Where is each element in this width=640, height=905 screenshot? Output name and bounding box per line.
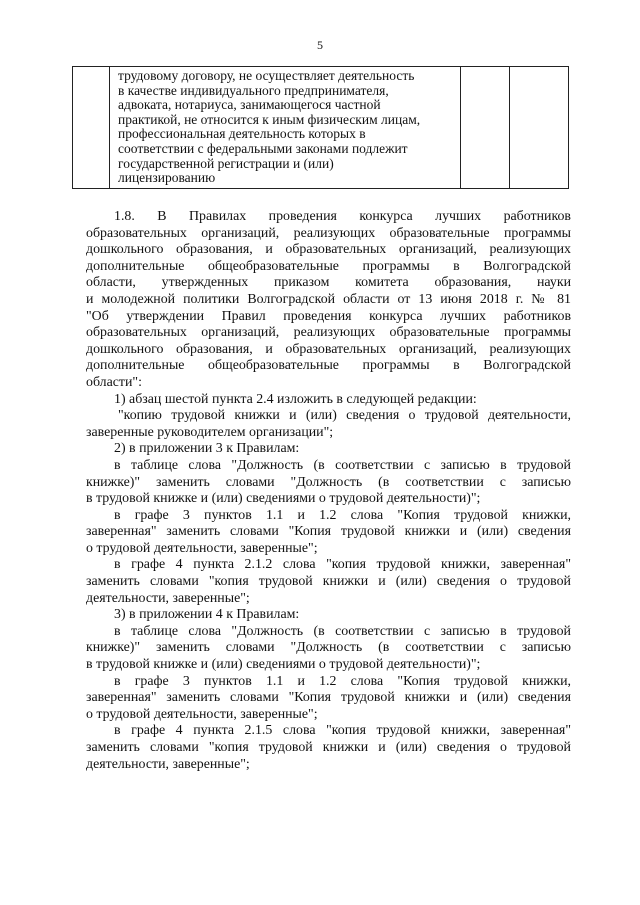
paragraph-line: в графе 3 пунктов 1.1 и 1.2 слова "Копия трудовой книжки, — [114, 507, 571, 523]
paragraph-line: области, утвержденных приказом комитета образования, науки — [86, 275, 571, 291]
paragraph-line: 1.8. В Правилах проведения конкурса лучших работников — [114, 209, 571, 224]
table-column-divider — [509, 67, 510, 188]
paragraph-line: заменить словами "копия трудовой книжки и (или) сведения о трудовой — [86, 740, 571, 755]
table-text-line: государственной регистрации и (или) — [118, 155, 334, 171]
table-cell-text — [118, 69, 458, 186]
paragraph-line: заверенная" заменить словами "Копия трудовой книжки и (или) сведения — [86, 690, 571, 706]
paragraph-line: дополнительные общеобразовательные программы в Волгоградской — [86, 258, 571, 274]
paragraph-line: образовательных организаций, реализующих образовательные программы — [86, 325, 571, 341]
paragraph-line: и молодежной политики Волгоградской области от 13 июня 2018 г. № 81 — [86, 291, 571, 307]
table-text-line: трудовому договору, не осуществляет деятельность — [118, 68, 415, 83]
paragraph-line: 1) абзац шестой пункта 2.4 изложить в следующей редакции: — [114, 391, 477, 407]
table-text-line: лицензированию — [118, 170, 216, 186]
paragraph-line: "Об утверждении Правил проведения конкурса лучших работников — [86, 308, 571, 324]
paragraph-line: 3) в приложении 4 к Правилам: — [114, 607, 300, 623]
paragraph-line: дошкольного образования, и образовательных организаций, реализующих — [86, 341, 571, 357]
paragraph-line: о трудовой деятельности, заверенные"; — [86, 706, 318, 722]
paragraph-line: книжке)" заменить словами "Должность (в соответствии с записью — [86, 474, 571, 490]
document-body — [86, 209, 571, 773]
paragraph-line: образовательных организаций, реализующих образовательные программы — [86, 225, 571, 241]
paragraph-line: заверенные руководителем организации"; — [86, 424, 334, 440]
table-fragment — [72, 66, 569, 189]
table-text-line: в качестве индивидуального предпринимателя, — [118, 82, 389, 98]
paragraph-line: в таблице слова "Должность (в соответствии с записью в трудовой — [114, 457, 571, 473]
table-column-divider — [109, 67, 110, 188]
paragraph-line: заменить словами "копия трудовой книжки и (или) сведения о трудовой — [86, 574, 571, 590]
paragraph-line: книжке)" заменить словами "Должность (в соответствии с записью — [86, 640, 571, 656]
paragraph-line: деятельности, заверенные"; — [86, 590, 250, 606]
paragraph-line: "копию трудовой книжки и (или) сведения о трудовой деятельности, — [118, 408, 571, 424]
paragraph-line: о трудовой деятельности, заверенные"; — [86, 540, 318, 556]
paragraph-line: в трудовой книжке и (или) сведениями о трудовой деятельности)"; — [86, 491, 481, 507]
table-text-line: профессиональная деятельность которых в — [118, 126, 366, 142]
paragraph-line: дополнительные общеобразовательные программы в Волгоградской — [86, 358, 571, 374]
paragraph-line: области": — [86, 374, 142, 390]
table-column-divider — [460, 67, 461, 188]
table-text-line: адвоката, нотариуса, занимающегося частной — [118, 97, 381, 113]
paragraph-line: в таблице слова "Должность (в соответствии с записью в трудовой — [114, 623, 571, 639]
table-text-line: соответствии с федеральными законами подлежит — [118, 140, 408, 156]
page-number: 5 — [317, 38, 323, 52]
table-text-line: практикой, не относится к иным физическим лицам, — [118, 111, 421, 127]
paragraph-line: заверенная" заменить словами "Копия трудовой книжки и (или) сведения — [86, 524, 571, 540]
paragraph-line: в графе 4 пункта 2.1.2 слова "копия трудовой книжки, заверенная" — [114, 557, 571, 573]
paragraph-line: дошкольного образования, и образовательных организаций, реализующих — [86, 242, 571, 258]
paragraph-line: в трудовой книжке и (или) сведениями о трудовой деятельности)"; — [86, 657, 481, 673]
paragraph-line: в графе 4 пункта 2.1.5 слова "копия трудовой книжки, заверенная" — [114, 723, 571, 739]
paragraph-line: 2) в приложении 3 к Правилам: — [114, 441, 300, 457]
paragraph-line: в графе 3 пунктов 1.1 и 1.2 слова "Копия трудовой книжки, — [114, 673, 571, 689]
paragraph-line: деятельности, заверенные"; — [86, 756, 250, 772]
